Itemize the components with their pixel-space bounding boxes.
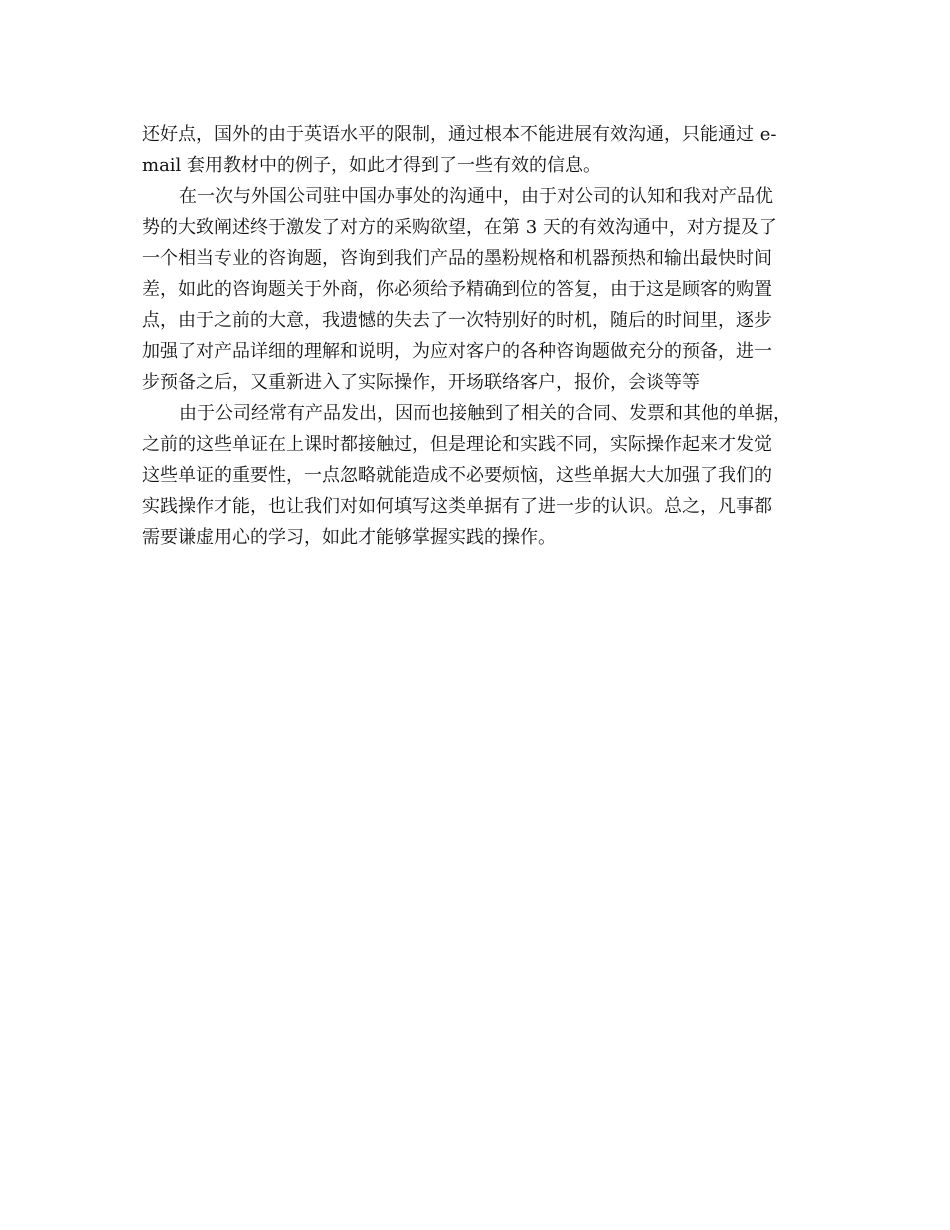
document-body [142,119,806,553]
paragraph-line: 加强了对产品详细的理解和说明，为应对客户的各种咨询题做充分的预备，进一 [142,341,772,362]
paragraph-line: 在一次与外国公司驻中国办事处的沟通中，由于对公司的认知和我对产品优 [179,186,773,207]
paragraph-line: mail 套用教材中的例子，如此才得到了一些有效的信息。 [142,155,602,176]
paragraph-line: 由于公司经常有产品发出，因而也接触到了相关的合同、发票和其他的单据， [179,403,791,424]
paragraph-line: 需要谦虚用心的学习，如此才能够掌握实践的操作。 [142,527,556,548]
paragraph-line: 还好点，国外的由于英语水平的限制，通过根本不能进展有效沟通，只能通过 e- [142,124,777,145]
paragraph-line: 这些单证的重要性，一点忽略就能造成不必要烦恼，这些单据大大加强了我们的 [142,465,772,486]
paragraph-line: 差，如此的咨询题关于外商，你必须给予精确到位的答复，由于这是顾客的购置 [142,279,772,300]
paragraph-3 [142,398,806,553]
paragraph-line: 一个相当专业的咨询题，咨询到我们产品的墨粉规格和机器预热和输出最快时间 [142,248,772,269]
paragraph-2 [142,181,806,398]
paragraph-line: 点，由于之前的大意，我遗憾的失去了一次特别好的时机，随后的时间里，逐步 [142,310,772,331]
paragraph-line: 势的大致阐述终于激发了对方的采购欲望，在第 3 天的有效沟通中，对方提及了 [142,217,777,238]
paragraph-line: 步预备之后，又重新进入了实际操作，开场联络客户，报价，会谈等等 [142,372,700,393]
paragraph-1 [142,119,806,181]
paragraph-line: 实践操作才能，也让我们对如何填写这类单据有了进一步的认识。总之，凡事都 [142,496,772,517]
paragraph-line: 之前的这些单证在上课时都接触过，但是理论和实践不同，实际操作起来才发觉 [142,434,772,455]
